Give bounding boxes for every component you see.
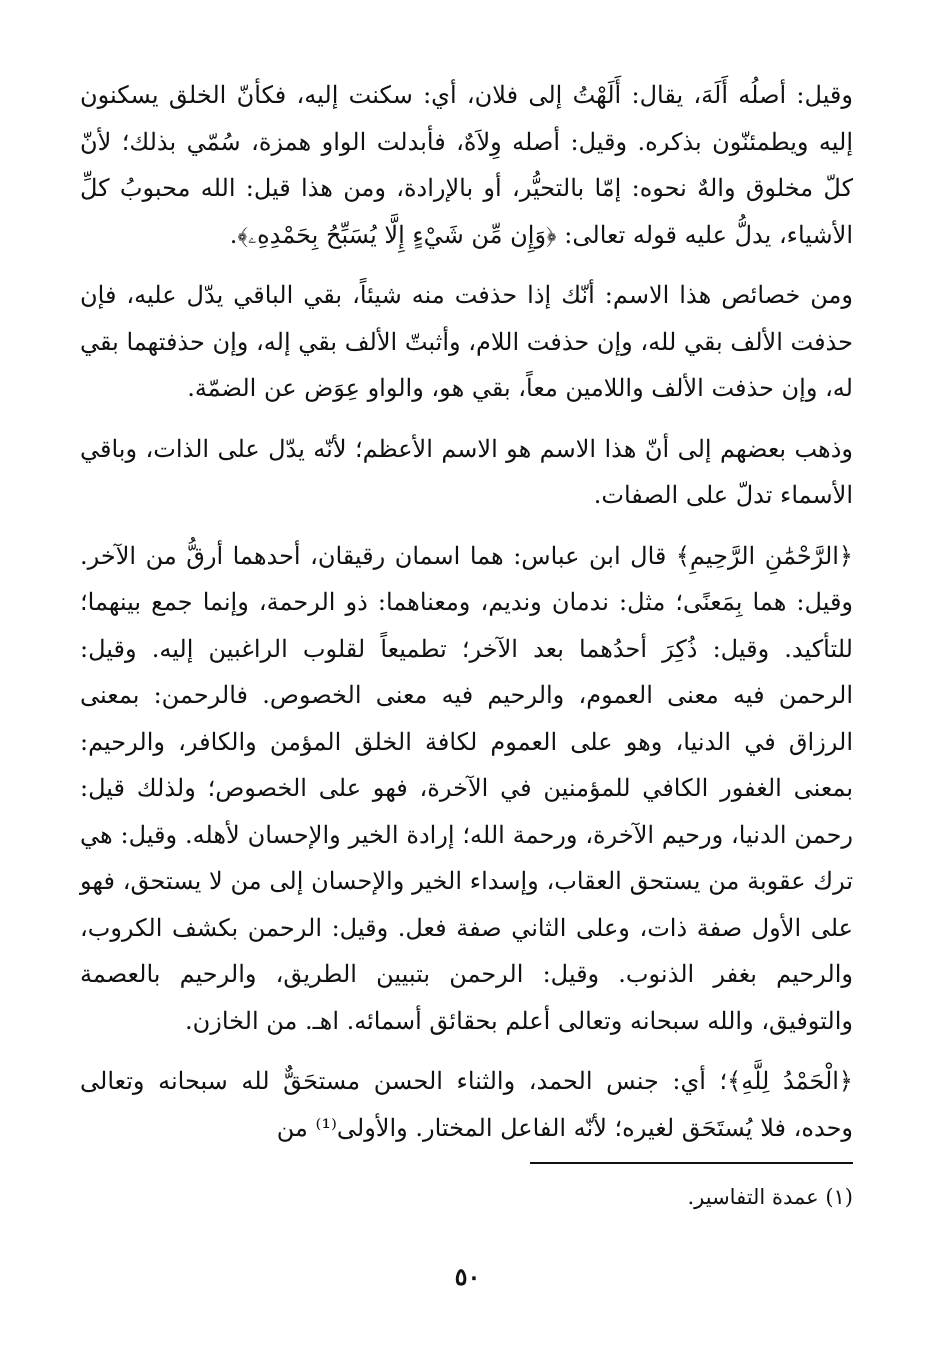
paragraph-3: وذهب بعضهم إلى أنّ هذا الاسم هو الاسم الأعظم؛ لأنّه يدّل على الذات، وباقي الأسماء تدلّ على الصفات. <box>80 434 853 509</box>
page-number: ٥٠ <box>454 1262 481 1291</box>
main-text <box>80 72 853 1165</box>
paragraph-2: ومن خصائص هذا الاسم: أنّك إذا حذفت منه شيئاً، بقي الباقي يدّل عليه، فإن حذفت الألف بقي لله، وإن حذفت اللام، وأثبتّ الألف بقي إله، وإن حذفتهما بقي له، وإن حذفت الألف واللامين معاً، بقي هو، والواو عِوَض عن الضمّة. <box>80 281 853 402</box>
paragraph-4: ﴿الرَّحْمَٰنِ الرَّحِيمِ﴾ قال ابن عباس: هما اسمان رقيقان، أحدهما أرقُّ من الآخر. وقيل: هما بِمَعنًى؛ مثل: ندمان ونديم، ومعناهما: ذو الرحمة، وإنما جمع بينهما؛ للتأكيد. وقيل: ذُكِرَ أحدُهما بعد الآخر؛ تطميعاً لقلوب الراغبين إليه. وقيل: الرحمن فيه معنى العموم، والرحيم فيه معنى الخصوص. فالرحمن: بمعنى الرزاق في الدنيا، وهو على العموم لكافة الخلق المؤمن والكافر، والرحيم: بمعنى الغفور الكافي للمؤمنين في الآخرة، فهو على الخصوص؛ ولذلك قيل: رحمن الدنيا، ورحيم الآخرة، ورحمة الله؛ إرادة الخير والإحسان لأهله. وقيل: هي ترك عقوبة من يستحق العقاب، وإسداء الخير والإحسان إلى من لا يستحق، فهو على الأول صفة ذات، وعلى الثاني صفة فعل. وقيل: الرحمن بكشف الكروب، والرحيم بغفر الذنوب. وقيل: الرحمن بتبيين الطريق، والرحيم بالعصمة والتوفيق، والله سبحانه وتعالى أعلم بحقائق أسمائه. اهـ. من الخازن. <box>80 541 853 1035</box>
footnote-divider <box>530 1162 853 1164</box>
paragraph-1: وقيل: أصلُه أَلَهَ، يقال: أَلَهْتُ إلى فلان، أي: سكنت إليه، فكأنّ الخلق يسكنون إليه ويطمئنّون بذكره. وقيل: أصله وِلاَهٌ، فأبدلت الواو همزة، سُمّي بذلك؛ لأنّ كلّ مخلوق والهٌ نحوه: إمّا بالتحيُّر، أو بالإرادة، ومن هذا قيل: الله محبوبُ كلِّ الأشياء، يدلُّ عليه قوله تعالى: ﴿وَإِن مِّن شَيْءٍ إِلَّا يُسَبِّحُ بِحَمْدِهِۦ﴾. <box>80 81 854 249</box>
paragraph-5: ﴿الْحَمْدُ لِلَّهِ﴾؛ أي: جنس الحمد، والثناء الحسن مستحَقٌّ لله سبحانه وتعالى وحده، فلا يُستَحَق لغيره؛ لأنّه الفاعل المختار. والأولى⁽¹⁾ من <box>80 1067 853 1142</box>
footnote: (١) عمدة التفاسير. <box>687 1185 853 1209</box>
